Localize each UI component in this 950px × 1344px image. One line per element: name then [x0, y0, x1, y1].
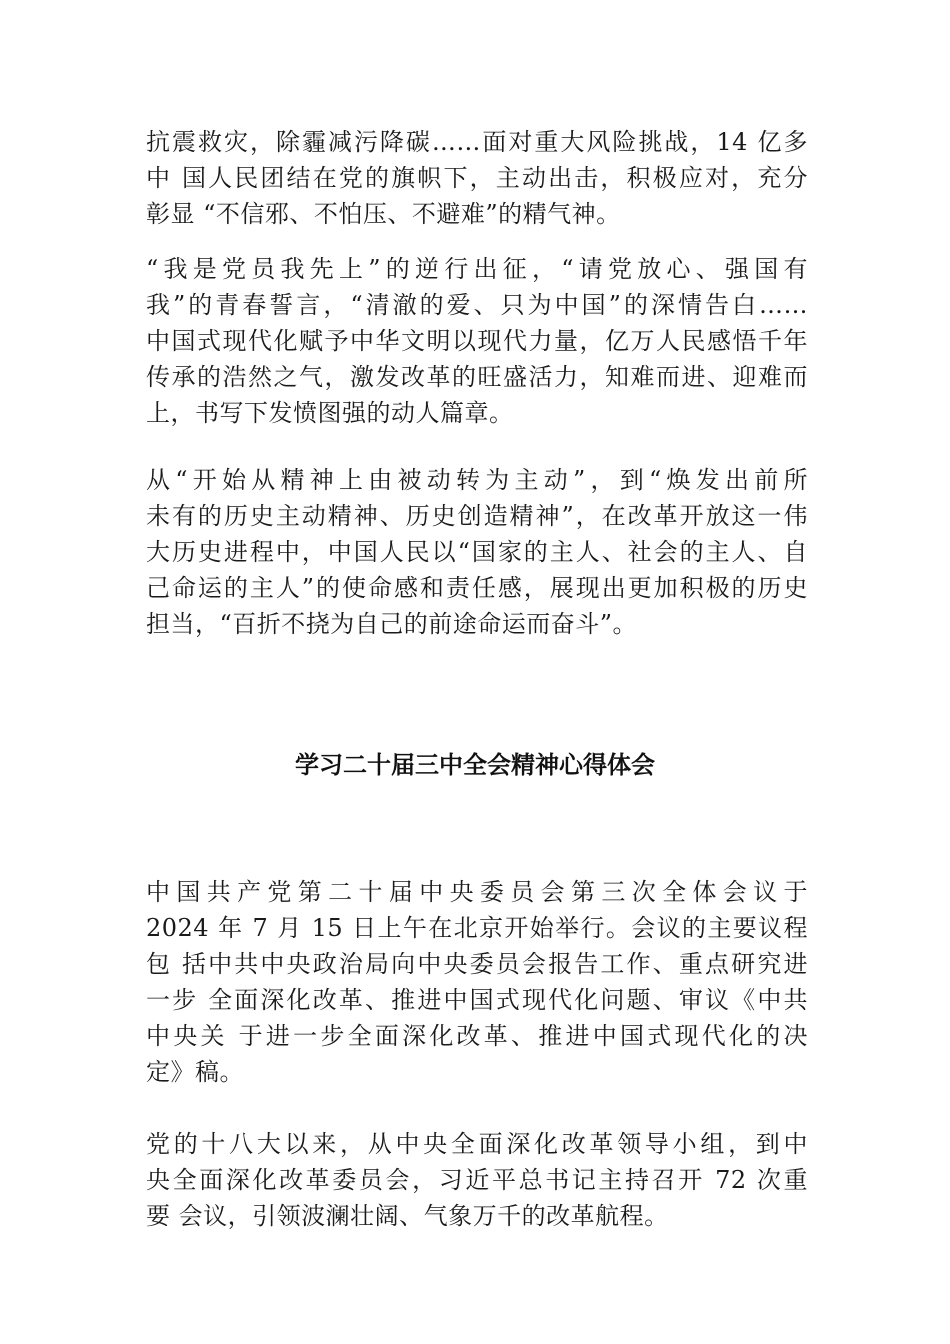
text-line: 要 会议，引领波澜壮阔、气象万千的改革航程。 — [146, 1202, 669, 1230]
text-line: 上，书写下发愤图强的动人篇章。 — [146, 399, 514, 427]
text-line: “我是党员我先上”的逆行出征，“请党放心、强国有 — [146, 255, 808, 283]
text-line: 传承的浩然之气，激发改革的旺盛活力，知难而进、迎难而 — [146, 363, 808, 391]
body-paragraph — [146, 874, 808, 1090]
body-paragraph — [146, 124, 808, 232]
text-line: 党的十八大以来，从中央全面深化改革领导小组，到中 — [146, 1130, 808, 1158]
text-line: 中 国人民团结在党的旗帜下，主动出击，积极应对，充分 — [146, 164, 808, 192]
text-line: 抗震救灾，除霾减污降碳……面对重大风险挑战，14 亿多 — [146, 128, 808, 156]
text-line: 从“开始从精神上由被动转为主动”，到“焕发出前所 — [146, 466, 808, 494]
text-line: 包 括中共中央政治局向中央委员会报告工作、重点研究进 — [146, 950, 808, 978]
text-line: 彰显 “不信邪、不怕压、不避难”的精气神。 — [146, 200, 621, 228]
text-line: 未有的历史主动精神、历史创造精神”，在改革开放这一伟 — [146, 502, 808, 530]
section-title: 学习二十届三中全会精神心得体会 — [295, 751, 655, 779]
text-line: 大历史进程中，中国人民以“国家的主人、社会的主人、自 — [146, 538, 808, 566]
text-line: 己命运的主人”的使命感和责任感，展现出更加积极的历史 — [146, 574, 808, 602]
body-paragraph — [146, 251, 808, 431]
text-line: 中国式现代化赋予中华文明以现代力量，亿万人民感悟千年 — [146, 327, 808, 355]
body-paragraph — [146, 462, 808, 642]
text-line: 中央关 于进一步全面深化改革、推进中国式现代化的决 — [146, 1022, 808, 1050]
text-line: 2024 年 7 月 15 日上午在北京开始举行。会议的主要议程 — [146, 914, 808, 942]
text-line: 中国共产党第二十届中央委员会第三次全体会议于 — [146, 878, 808, 906]
text-line: 定》稿。 — [146, 1058, 244, 1086]
text-line: 一步 全面深化改革、推进中国式现代化问题、审议《中共 — [146, 986, 808, 1014]
text-line: 我”的青春誓言，“清澈的爱、只为中国”的深情告白…… — [146, 291, 808, 319]
text-line: 担当，“百折不挠为自己的前途命运而奋斗”。 — [146, 610, 638, 638]
body-paragraph — [146, 1126, 808, 1234]
text-line: 央全面深化改革委员会，习近平总书记主持召开 72 次重 — [146, 1166, 808, 1194]
